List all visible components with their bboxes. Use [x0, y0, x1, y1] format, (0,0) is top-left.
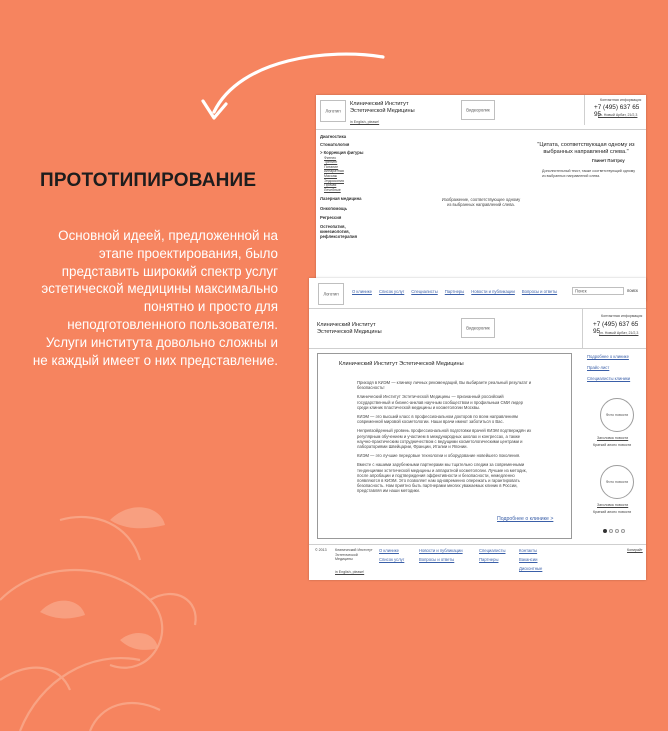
section-heading: ПРОТОТИПИРОВАНИЕ — [40, 170, 257, 191]
wf-extra-info: Дополнительный текст, также соответствующий одному из выбранных направлений слева. — [542, 169, 636, 178]
wf2-news-photo: Фото новости — [600, 465, 634, 499]
wf-institute-title: Клинический Институт Эстетической Медицины — [350, 101, 415, 114]
wf2-phone: +7 (495) 637 65 95 — [593, 321, 639, 335]
wf2-nav — [352, 289, 557, 294]
wf2-nav-item[interactable]: Вопросы и ответы — [521, 289, 558, 294]
wf-service-menu — [320, 134, 376, 240]
pagination-dot[interactable] — [615, 529, 619, 533]
wf2-footer-link[interactable]: Список услуг — [379, 557, 405, 563]
wf2-address[interactable]: ул. Новый Арбат, 21/2,3 — [599, 331, 639, 335]
wf-submenu-item[interactable]: Тренинг — [324, 160, 338, 165]
wf2-nav-item[interactable]: Список услуг — [378, 289, 405, 294]
wf-quote-author: Гвинет Пэлтроу — [592, 158, 625, 163]
wf-center-image-placeholder: Изображение, соответствующее одному из выбранных направлений слева. — [441, 197, 521, 208]
wf-menu-item-active[interactable]: > Коррекция фигуры — [320, 150, 364, 156]
wf2-footer-link[interactable]: Специалисты — [479, 548, 506, 553]
wf-submenu-item[interactable]: Лечебные — [324, 187, 341, 192]
wf2-nav-item[interactable]: Партнеры — [444, 289, 465, 294]
wf2-footer-title: Клинический Институт Эстетической Медицины — [335, 548, 373, 562]
wf2-search-button[interactable]: поиск — [627, 288, 638, 293]
floral-swirl-icon — [0, 517, 196, 731]
wf-address[interactable]: ул. Новый Арбат, 21/2,3 — [598, 113, 638, 117]
wf2-news-title[interactable]: Заголовок новости — [597, 436, 629, 440]
wf-quote: "Цитата, соответствующая одному из выбранных направлений слева." — [537, 142, 635, 155]
wf2-footer-col4 — [519, 548, 542, 572]
wf-menu-item[interactable]: Регрессия — [320, 214, 342, 220]
wf-menu-item[interactable]: Диагностика — [320, 134, 347, 139]
wf2-footer-col2 — [419, 548, 463, 562]
wf-submenu-item[interactable]: Эндоскопия — [324, 178, 344, 183]
wf2-news-pagination — [603, 529, 627, 534]
wf-submenu-item[interactable]: Питание — [324, 164, 339, 169]
wf2-footer-col3 — [479, 548, 506, 562]
wf2-content-title: Клинический Институт Эстетической Медицины — [339, 361, 464, 367]
wf2-footer-link[interactable]: Дисконтные — [519, 566, 543, 572]
pagination-dot[interactable] — [609, 529, 613, 533]
wf-contact-label: Контактная информация — [600, 98, 642, 102]
pagination-dot[interactable] — [621, 529, 625, 533]
wf2-footer-link[interactable]: О клинике — [379, 548, 399, 553]
wf-submenu-item[interactable]: Массаж — [324, 173, 338, 178]
wf2-footer-link[interactable]: Вопросы и ответы — [419, 557, 455, 563]
wf2-footer-link[interactable]: Контакты — [519, 548, 538, 553]
wf2-footer-col1 — [379, 548, 404, 562]
wf2-news-short: Краткий анонс новости — [593, 443, 632, 447]
wf-menu-item[interactable]: Стоматология — [320, 142, 350, 148]
wf-menu-item[interactable]: Лазерная медицина — [320, 196, 362, 202]
wf2-news-title[interactable]: Заголовок новости — [597, 503, 629, 507]
wf2-footer-copyright: © 2013 — [315, 548, 327, 552]
pagination-dot[interactable] — [603, 529, 607, 533]
wf2-video-button[interactable]: Видеоролик — [461, 318, 495, 338]
wf2-footer-link[interactable]: Вакансии — [519, 557, 538, 563]
wf2-more-link[interactable]: Подробнее о клинике > — [497, 516, 554, 522]
section-description: Основной идеей, предложенной на этапе проектирования, было представить широкий спектр услуг эстетической медицины максимально понятно и просто для неподготовленного пользователя. Услуги института довольно сложны и не каждый имеет о них представление. — [32, 228, 278, 368]
wf2-search-input[interactable]: Поиск — [572, 287, 624, 295]
wf-submenu-item[interactable]: Прочая — [324, 183, 337, 188]
wf2-content-text: Приходя в КИЭМ — клинику личных рекомендаций, Вы выбираете реальный результат и безопасность! Клинический Институт Эстетической Медицины — признанный российский государственный и бизнес-анклав научным сообществом и профильным СМИ лидер среди клиник пластической медицины и косметологии Москвы. КИЭМ — это высший класс в профессиональном докторов по всем направлениям современной мировой косметологии. Наши врачи имеют заботиться о Вас. Непревзойденный уровень профессиональной подготовки врачей КИЭМ подтверждён их регулярным обучением и участием в международных школах и конгрессах, а также научно-практическим сотрудничеством с ведущими косметологическими центрами и лабораториями Швейцарии, Франции, Италии и Японии. КИЭМ — это лучшие передовые технологии и оборудование новейшего поколения. Вместе с нашими зарубежными партнерами мы тщательно следим за современными тенденциями эстетической медицины и аппаратной косметологии. Лучшие из методик, после апробации и подтверждения эффективности и безопасности, немедленно появляются в КИЭМ. Это позволяет нам одновременно опережать и гарантировать безопасность. Нам приятно быть партнерами многих уважаемых клиник в России, представляя им наши методики. — [357, 380, 532, 494]
wf2-institute-title: Клинический Институт Эстетической Медицины — [317, 322, 382, 335]
wf2-news-photo: Фото новости — [600, 398, 634, 432]
wf2-news-short: Краткий анонс новости — [593, 510, 632, 514]
wf-menu-item[interactable]: Остеопатия, кинезиология, рефлексотерапия — [320, 223, 358, 240]
wf-menu-item[interactable]: Онкопомощь — [320, 205, 348, 211]
wf-phone: +7 (495) 637 65 95 — [594, 104, 640, 118]
wireframe-about-page — [309, 278, 646, 580]
wf-logo-box: Логотип — [320, 100, 346, 122]
wf-english-link[interactable]: in English, please! — [350, 120, 380, 124]
wf2-footer-english[interactable]: in English, please! — [335, 570, 365, 574]
wf2-footer-right[interactable]: Копирайт — [627, 548, 643, 552]
wf2-footer-link[interactable]: Партнеры — [479, 557, 499, 563]
wf2-nav-item[interactable]: О клинике — [352, 289, 372, 294]
wf2-sidebar-link[interactable]: Специалисты клиники — [587, 376, 631, 382]
wf2-sidebar-link[interactable]: Подробнее о клинике — [587, 354, 629, 359]
wf-submenu-item[interactable]: Фитнес — [324, 155, 337, 160]
wf2-footer-link[interactable]: Новости и публикации — [419, 548, 463, 553]
wf2-nav-item[interactable]: Специалисты — [411, 289, 438, 294]
wf2-nav-item[interactable]: Новости и публикации — [471, 289, 515, 294]
wf-submenu-item[interactable]: Аппаратная — [324, 169, 344, 174]
wf2-logo-box: Логотип — [318, 283, 344, 305]
wf-video-button[interactable]: Видеоролик — [461, 100, 495, 120]
wireframe-homepage — [316, 95, 646, 301]
wf2-sidebar — [587, 354, 643, 382]
wf2-sidebar-link[interactable]: Прайс-лист — [587, 365, 610, 371]
wf2-contact-label: Контактная информация — [601, 314, 643, 318]
